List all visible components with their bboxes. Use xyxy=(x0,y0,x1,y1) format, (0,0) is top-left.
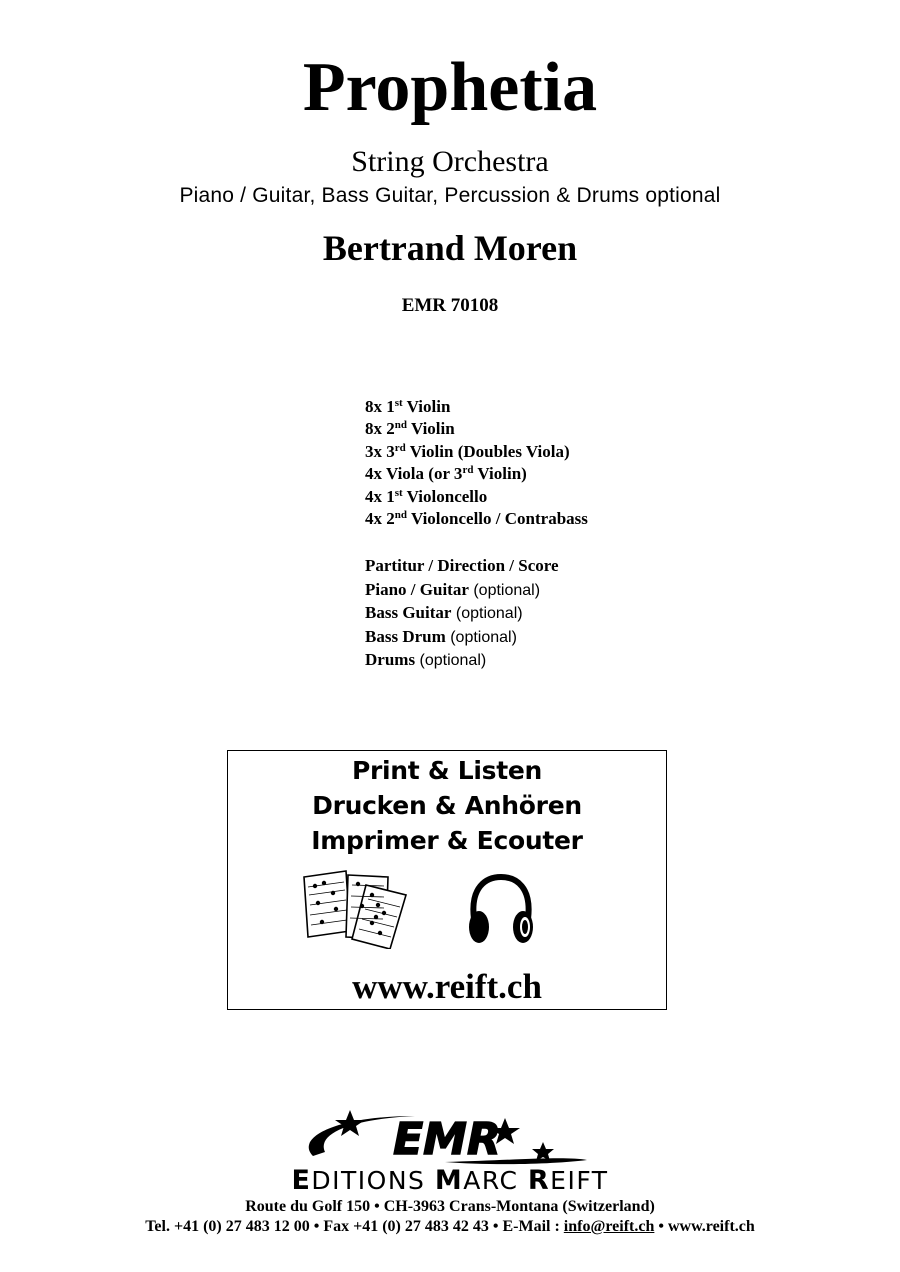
part-item: 8x 1st Violin xyxy=(365,397,451,416)
extra-item: Piano / Guitar (optional) xyxy=(365,579,541,599)
page-title: Prophetia xyxy=(302,49,598,126)
part-item: 4x 2nd Violoncello / Contrabass xyxy=(365,509,588,529)
part-item: 4x Viola (or 3rd Violin) xyxy=(365,464,527,484)
print-listen-box xyxy=(227,750,667,1010)
svg-text:EMR: EMR xyxy=(393,1114,501,1165)
extra-item: Bass Drum (optional) xyxy=(365,626,517,646)
extra-item: Partitur / Direction / Score xyxy=(365,556,559,575)
composer-name: Bertrand Moren xyxy=(322,228,578,268)
headphones-icon xyxy=(464,873,538,949)
extra-item: Bass Guitar (optional) xyxy=(365,603,523,623)
part-item: 8x 2nd Violin xyxy=(365,419,455,439)
publisher-address: Route du Golf 150 • CH-3963 Crans-Montana (Switzerland) xyxy=(245,1198,655,1215)
promo-line-fr: Imprimer & Ecouter xyxy=(311,826,583,855)
instrumentation-note: Piano / Guitar, Bass Guitar, Percussion & Drums optional xyxy=(179,184,721,207)
publisher-name: EDITIONS MARC REIFT xyxy=(291,1165,609,1196)
extras-list xyxy=(365,555,559,673)
parts-list xyxy=(365,396,588,530)
email-link[interactable]: info@reift.ch xyxy=(563,1218,655,1235)
part-item: 3x 3rd Violin (Doubles Viola) xyxy=(365,441,570,461)
extra-item: Drums (optional) xyxy=(365,650,487,670)
subtitle: String Orchestra xyxy=(351,145,549,178)
promo-line-de: Drucken & Anhören xyxy=(312,791,582,820)
catalog-number: EMR 70108 xyxy=(401,295,499,316)
publisher-contact: Tel. +41 (0) 27 483 12 00 • Fax +41 (0) 27 483 42 43 • E-Mail : info@reift.ch • www.reift.ch xyxy=(145,1218,755,1235)
emr-logo xyxy=(295,1108,605,1168)
part-item: 4x 1st Violoncello xyxy=(365,486,488,506)
sheet-music-icon xyxy=(300,869,412,949)
promo-line-en: Print & Listen xyxy=(351,756,543,785)
website-url[interactable]: www.reift.ch xyxy=(352,967,542,1006)
